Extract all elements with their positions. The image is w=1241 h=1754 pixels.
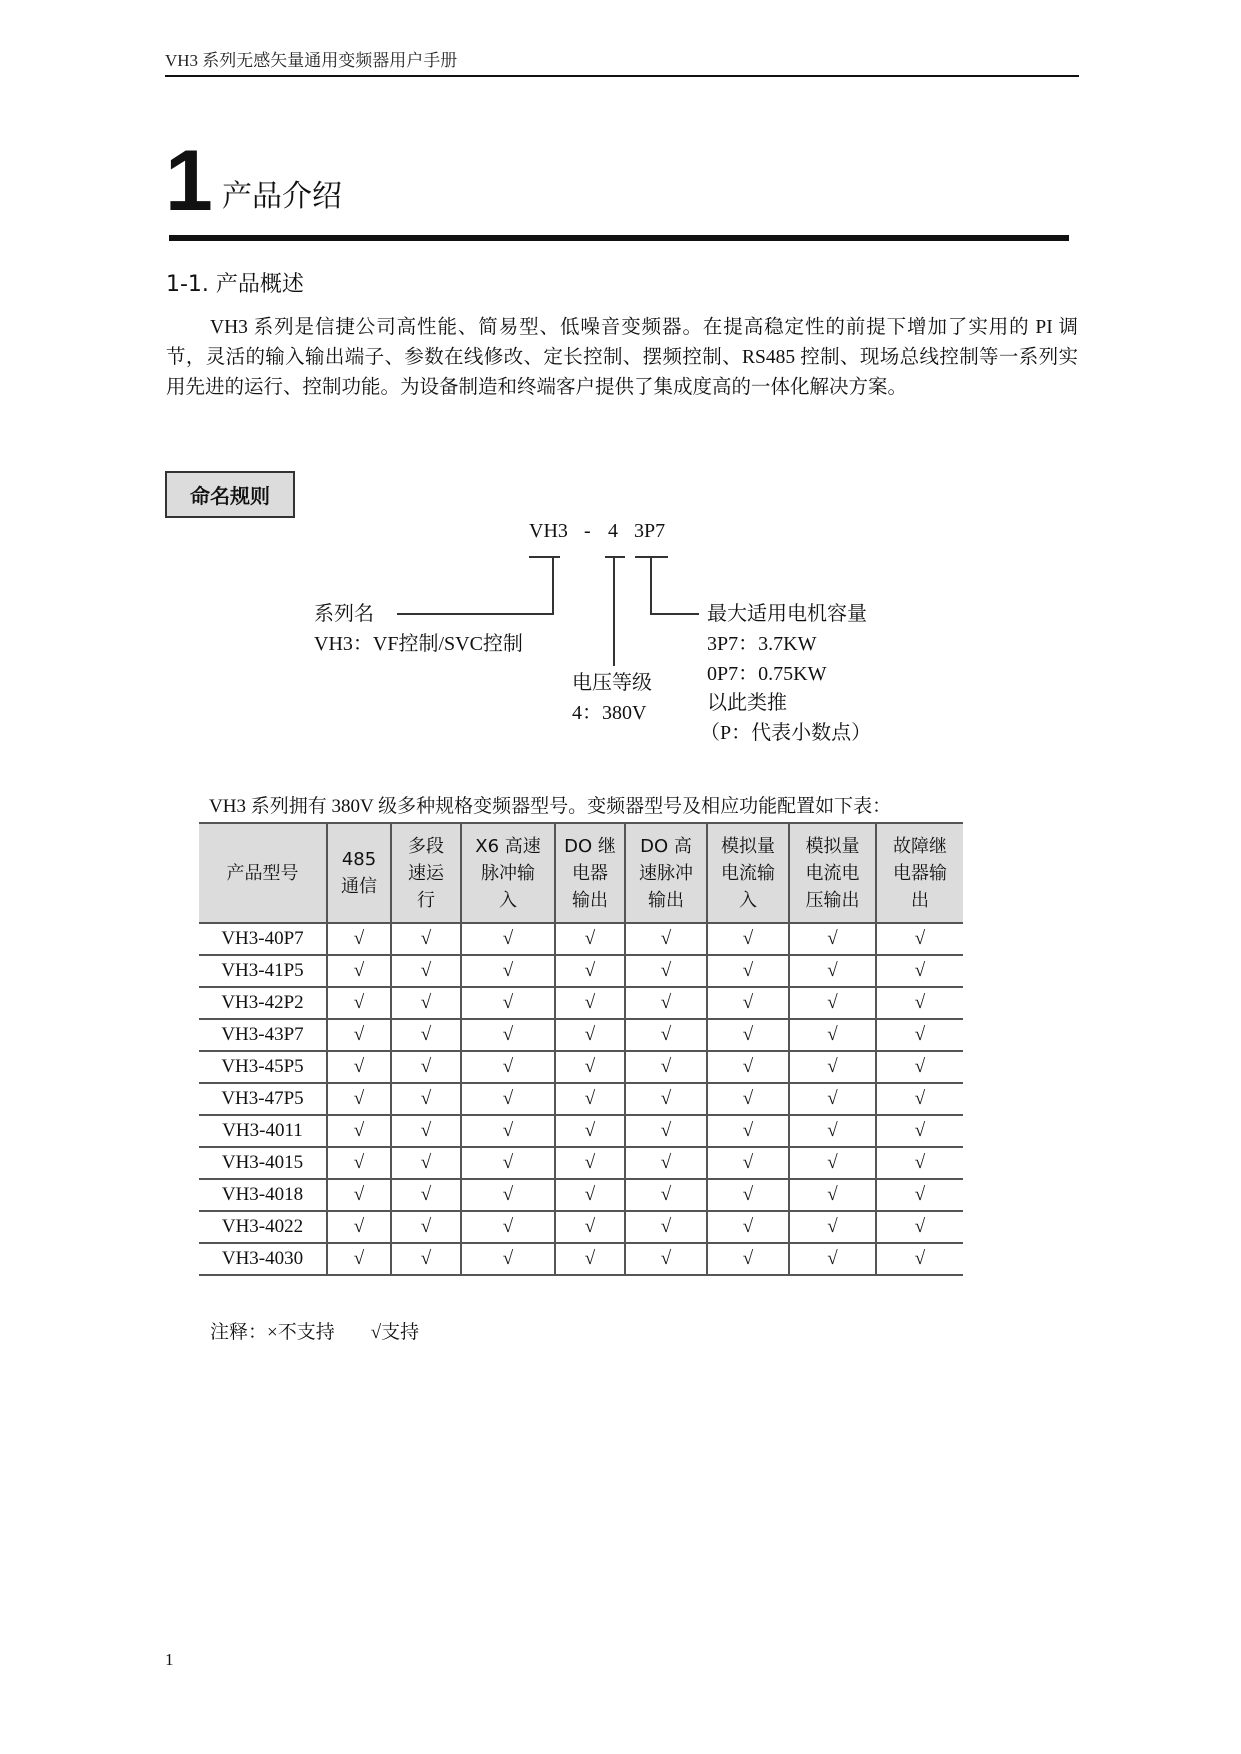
support-check-cell: √ xyxy=(625,1083,707,1115)
column-header-line: 模拟量 xyxy=(805,835,860,857)
support-check-cell: √ xyxy=(391,955,461,987)
support-check-cell: √ xyxy=(876,1083,963,1115)
capacity-line: （P：代表小数点） xyxy=(700,722,872,744)
support-check-cell: √ xyxy=(391,1243,461,1275)
code-dash: - xyxy=(584,520,591,542)
support-check-cell: √ xyxy=(789,1211,876,1243)
table-row xyxy=(199,955,963,987)
column-header xyxy=(707,823,789,923)
column-header-line: 压输出 xyxy=(805,889,860,911)
support-check-cell: √ xyxy=(391,923,461,955)
support-check-cell: √ xyxy=(876,1147,963,1179)
column-header-line: 速脉冲 xyxy=(639,862,693,884)
support-check-cell: √ xyxy=(625,1243,707,1275)
column-header-line: 脉冲输 xyxy=(481,862,535,884)
support-check-cell: √ xyxy=(327,1243,391,1275)
column-header-line: 入 xyxy=(499,889,517,911)
table-note xyxy=(210,1317,419,1344)
table-row xyxy=(199,1051,963,1083)
column-header-line: 多段 xyxy=(408,835,444,857)
support-check-cell: √ xyxy=(391,1179,461,1211)
support-check-cell: √ xyxy=(707,923,789,955)
support-check-cell: √ xyxy=(707,1115,789,1147)
column-header-line: 电流电 xyxy=(805,862,860,884)
support-check-cell: √ xyxy=(327,987,391,1019)
support-check-cell: √ xyxy=(789,1051,876,1083)
support-check-cell: √ xyxy=(327,1019,391,1051)
support-check-cell: √ xyxy=(625,1019,707,1051)
support-check-cell: √ xyxy=(555,955,625,987)
table-row xyxy=(199,1147,963,1179)
model-cell: VH3-47P5 xyxy=(199,1083,327,1115)
support-check-cell: √ xyxy=(327,1051,391,1083)
code-voltage: 4 xyxy=(608,520,618,542)
table-row xyxy=(199,987,963,1019)
support-check-cell: √ xyxy=(461,987,555,1019)
model-feature-table xyxy=(199,822,963,1276)
support-check-cell: √ xyxy=(391,1051,461,1083)
support-check-cell: √ xyxy=(327,923,391,955)
column-header-line: X6 高速 xyxy=(475,835,541,857)
support-check-cell: √ xyxy=(789,1179,876,1211)
support-check-cell: √ xyxy=(625,1211,707,1243)
support-check-cell: √ xyxy=(327,1083,391,1115)
support-check-cell: √ xyxy=(789,923,876,955)
support-check-cell: √ xyxy=(707,1019,789,1051)
support-check-cell: √ xyxy=(625,1051,707,1083)
model-cell: VH3-4022 xyxy=(199,1211,327,1243)
support-check-cell: √ xyxy=(327,1115,391,1147)
column-header xyxy=(876,823,963,923)
support-check-cell: √ xyxy=(461,1147,555,1179)
support-check-cell: √ xyxy=(707,1051,789,1083)
support-check-cell: √ xyxy=(789,1019,876,1051)
support-check-cell: √ xyxy=(391,1019,461,1051)
support-check-cell: √ xyxy=(555,1243,625,1275)
support-check-cell: √ xyxy=(789,1243,876,1275)
running-header: VH3 系列无感矢量通用变频器用户手册 xyxy=(165,51,458,70)
support-check-cell: √ xyxy=(707,1179,789,1211)
support-check-cell: √ xyxy=(625,1147,707,1179)
table-row xyxy=(199,923,963,955)
capacity-line: 3P7：3.7KW xyxy=(707,633,817,655)
support-check-cell: √ xyxy=(707,955,789,987)
support-check-cell: √ xyxy=(555,1211,625,1243)
support-check-cell: √ xyxy=(876,1243,963,1275)
column-header xyxy=(199,823,327,923)
support-check-cell: √ xyxy=(707,1083,789,1115)
support-check-cell: √ xyxy=(625,923,707,955)
support-check-cell: √ xyxy=(327,1147,391,1179)
support-check-cell: √ xyxy=(707,1243,789,1275)
support-check-cell: √ xyxy=(461,1115,555,1147)
table-header-row xyxy=(199,823,963,923)
column-header-line: 故障继 xyxy=(893,835,947,857)
support-check-cell: √ xyxy=(555,1115,625,1147)
column-header-line: 模拟量 xyxy=(721,835,775,857)
capacity-line: 以此类推 xyxy=(707,692,787,714)
support-check-cell: √ xyxy=(625,987,707,1019)
model-cell: VH3-4011 xyxy=(199,1115,327,1147)
column-header-line: 速运 xyxy=(408,862,444,884)
voltage-desc: 4：380V xyxy=(572,702,647,724)
column-header-line: 电流输 xyxy=(721,862,775,884)
column-header-line: DO 继 xyxy=(564,835,616,857)
support-check-cell: √ xyxy=(391,1147,461,1179)
column-header-line: 485 xyxy=(341,849,377,870)
column-header-line: 输出 xyxy=(572,889,608,911)
support-check-cell: √ xyxy=(327,1211,391,1243)
support-check-cell: √ xyxy=(391,1083,461,1115)
series-label: 系列名 xyxy=(314,603,374,625)
support-check-cell: √ xyxy=(555,1019,625,1051)
column-header-line: 行 xyxy=(417,889,435,911)
series-desc: VH3：VF控制/SVC控制 xyxy=(314,633,523,655)
support-check-cell: √ xyxy=(461,1211,555,1243)
column-header-line: 输出 xyxy=(648,889,684,911)
support-check-cell: √ xyxy=(789,1083,876,1115)
code-series: VH3 xyxy=(529,520,568,542)
support-check-cell: √ xyxy=(555,1147,625,1179)
support-check-cell: √ xyxy=(555,987,625,1019)
column-header-line: DO 高 xyxy=(640,835,692,857)
support-check-cell: √ xyxy=(461,955,555,987)
naming-rule-box: 命名规则 xyxy=(165,471,295,518)
model-cell: VH3-45P5 xyxy=(199,1051,327,1083)
column-header xyxy=(555,823,625,923)
table-row xyxy=(199,1179,963,1211)
support-check-cell: √ xyxy=(789,955,876,987)
column-header xyxy=(327,823,391,923)
column-header-line: 出 xyxy=(911,889,929,911)
column-header-line: 入 xyxy=(739,889,757,911)
column-header xyxy=(391,823,461,923)
support-check-cell: √ xyxy=(789,1115,876,1147)
note-label: 注释： xyxy=(210,1322,268,1343)
page-number: 1 xyxy=(165,1650,174,1669)
support-check-cell: √ xyxy=(876,1019,963,1051)
support-check-cell: √ xyxy=(391,1115,461,1147)
model-cell: VH3-4015 xyxy=(199,1147,327,1179)
column-header-line: 产品型号 xyxy=(226,862,299,884)
support-check-cell: √ xyxy=(876,923,963,955)
support-check-cell: √ xyxy=(876,987,963,1019)
table-intro: VH3 系列拥有 380V 级多种规格变频器型号。变频器型号及相应功能配置如下表： xyxy=(209,796,892,817)
support-check-cell: √ xyxy=(625,1179,707,1211)
support-check-cell: √ xyxy=(461,1019,555,1051)
support-check-cell: √ xyxy=(876,1051,963,1083)
support-check-cell: √ xyxy=(555,1179,625,1211)
support-check-cell: √ xyxy=(876,1179,963,1211)
support-check-cell: √ xyxy=(789,987,876,1019)
column-header xyxy=(461,823,555,923)
column-header xyxy=(789,823,876,923)
support-check-cell: √ xyxy=(625,1115,707,1147)
model-cell: VH3-40P7 xyxy=(199,923,327,955)
table-row xyxy=(199,1211,963,1243)
capacity-label: 最大适用电机容量 xyxy=(707,603,867,625)
support-check-cell: √ xyxy=(461,923,555,955)
support-check-cell: √ xyxy=(555,923,625,955)
model-cell: VH3-41P5 xyxy=(199,955,327,987)
support-check-cell: √ xyxy=(391,1211,461,1243)
note-supported: √支持 xyxy=(370,1322,420,1343)
table-row xyxy=(199,1083,963,1115)
support-check-cell: √ xyxy=(876,1211,963,1243)
support-check-cell: √ xyxy=(391,987,461,1019)
support-check-cell: √ xyxy=(461,1083,555,1115)
voltage-label: 电压等级 xyxy=(572,672,652,694)
support-check-cell: √ xyxy=(327,1179,391,1211)
capacity-line: 0P7：0.75KW xyxy=(707,663,827,685)
support-check-cell: √ xyxy=(707,1147,789,1179)
column-header-line: 电器 xyxy=(572,862,608,884)
model-cell: VH3-4030 xyxy=(199,1243,327,1275)
note-unsupported: ×不支持 xyxy=(267,1322,335,1343)
overview-paragraph: VH3 系列是信捷公司高性能、简易型、低噪音变频器。在提高稳定性的前提下增加了实用的 PI 调节，灵活的输入输出端子、参数在线修改、定长控制、摆频控制、RS485 控制、现场总线控制等一系列实用先进的运行、控制功能。为设备制造和终端客户提供了集成度高的一体化解决方案。 xyxy=(166,317,1078,398)
support-check-cell: √ xyxy=(461,1243,555,1275)
support-check-cell: √ xyxy=(327,955,391,987)
code-capacity: 3P7 xyxy=(634,520,666,542)
support-check-cell: √ xyxy=(555,1051,625,1083)
model-cell: VH3-43P7 xyxy=(199,1019,327,1051)
support-check-cell: √ xyxy=(625,955,707,987)
chapter-number: 1 xyxy=(165,133,213,229)
support-check-cell: √ xyxy=(876,955,963,987)
support-check-cell: √ xyxy=(555,1083,625,1115)
table-row xyxy=(199,1243,963,1275)
model-cell: VH3-42P2 xyxy=(199,987,327,1019)
column-header-line: 电器输 xyxy=(893,862,947,884)
model-cell: VH3-4018 xyxy=(199,1179,327,1211)
support-check-cell: √ xyxy=(789,1147,876,1179)
column-header-line: 通信 xyxy=(341,876,377,897)
column-header xyxy=(625,823,707,923)
table-row xyxy=(199,1019,963,1051)
support-check-cell: √ xyxy=(461,1051,555,1083)
support-check-cell: √ xyxy=(707,987,789,1019)
section-title: 1-1. 产品概述 xyxy=(166,272,304,297)
support-check-cell: √ xyxy=(876,1115,963,1147)
naming-connector-lines xyxy=(0,0,1241,760)
support-check-cell: √ xyxy=(707,1211,789,1243)
chapter-title: 产品介绍 xyxy=(222,179,342,214)
table-row xyxy=(199,1115,963,1147)
support-check-cell: √ xyxy=(461,1179,555,1211)
